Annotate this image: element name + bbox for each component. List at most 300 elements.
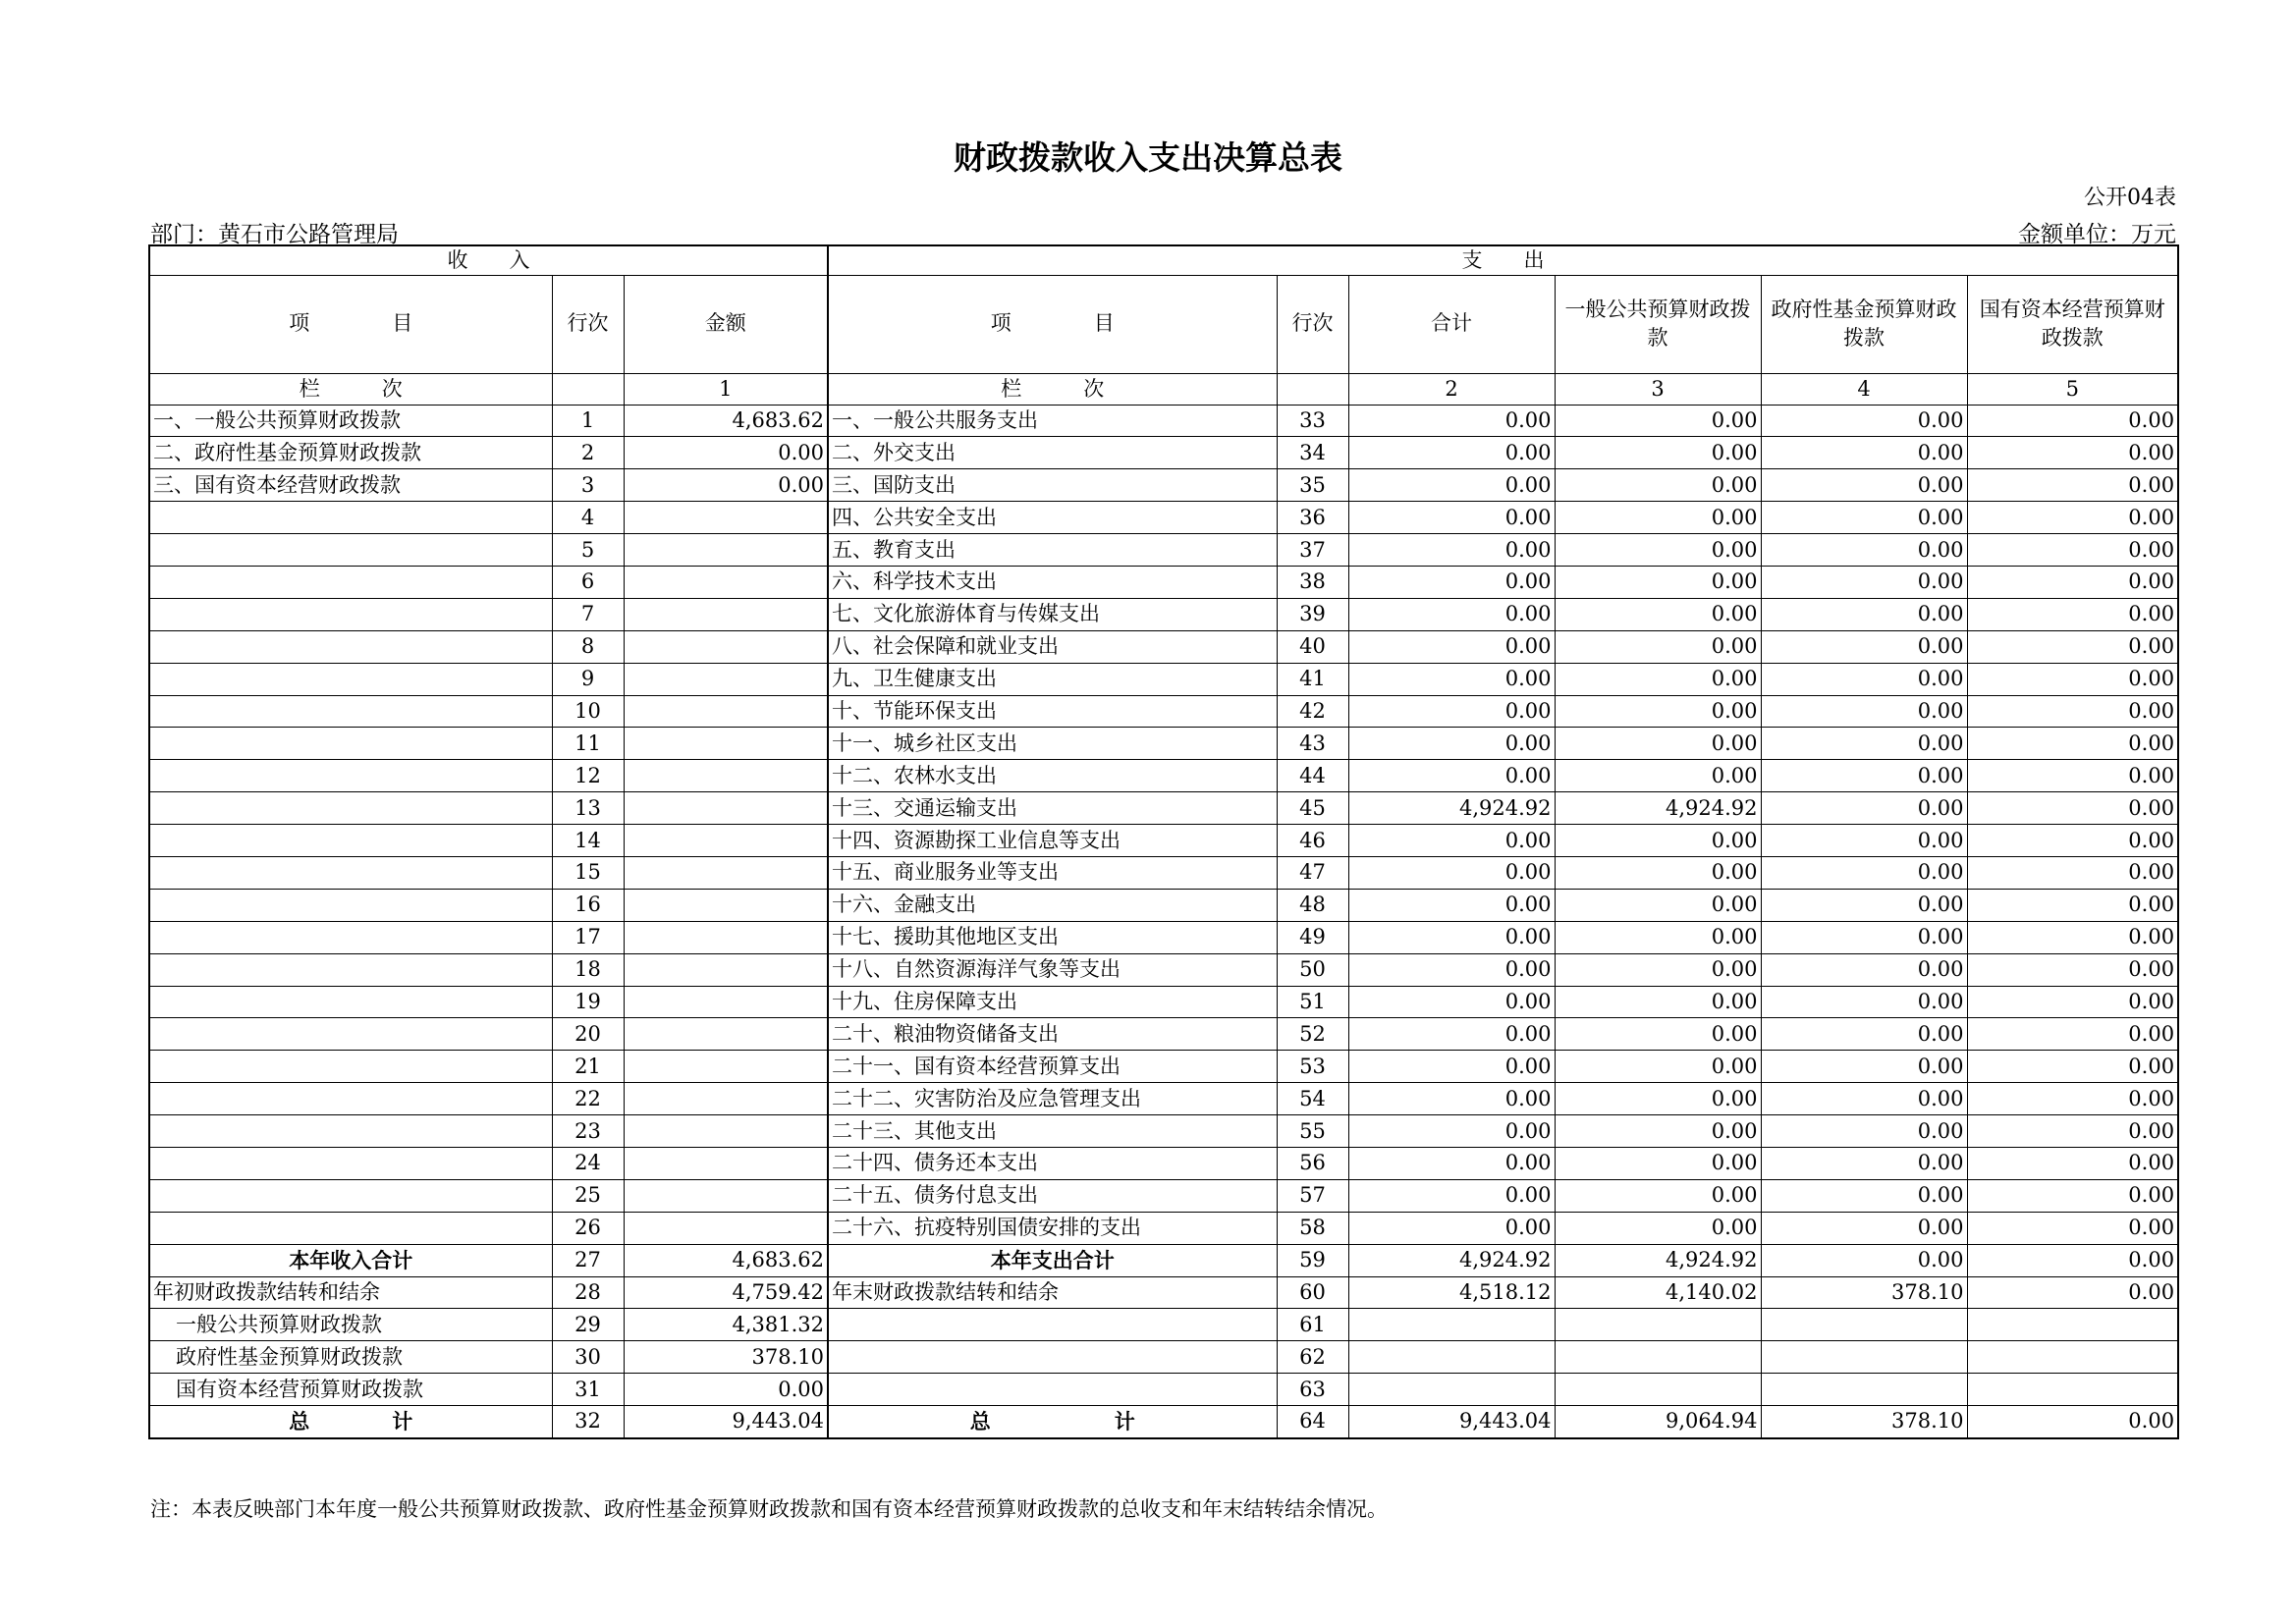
budget-table xyxy=(148,244,2179,1439)
table-row xyxy=(149,986,2178,1018)
gen-budget-cell: 0.00 xyxy=(1555,598,1761,630)
expense-item-cell: 二十五、债务付息支出 xyxy=(828,1179,1277,1212)
income-line-cell: 26 xyxy=(552,1212,624,1244)
income-item-cell xyxy=(149,1018,552,1051)
state-capital-cell: 0.00 xyxy=(1967,630,2178,663)
total-cell xyxy=(1348,1341,1555,1374)
total-cell: 0.00 xyxy=(1348,728,1555,760)
expense-line-cell: 41 xyxy=(1277,663,1348,695)
expense-line-cell: 33 xyxy=(1277,405,1348,437)
total-cell: 4,924.92 xyxy=(1348,1244,1555,1276)
state-capital-cell: 0.00 xyxy=(1967,502,2178,534)
income-amount-cell xyxy=(624,1018,828,1051)
expense-line-cell: 59 xyxy=(1277,1244,1348,1276)
expense-line-cell: 50 xyxy=(1277,953,1348,986)
expense-item-cell: 十三、交通运输支出 xyxy=(828,792,1277,825)
col-num-5: 5 xyxy=(1967,373,2178,405)
total-cell xyxy=(1348,1309,1555,1341)
table-row xyxy=(149,437,2178,469)
income-item-cell: 政府性基金预算财政拨款 xyxy=(149,1341,552,1374)
income-line-cell: 16 xyxy=(552,889,624,921)
income-section-header: 收 入 xyxy=(149,245,828,275)
expense-line-cell: 36 xyxy=(1277,502,1348,534)
table-row xyxy=(149,760,2178,792)
table-row xyxy=(149,598,2178,630)
income-item-cell xyxy=(149,1051,552,1083)
gov-fund-cell: 0.00 xyxy=(1761,695,1967,728)
state-capital-cell: 0.00 xyxy=(1967,856,2178,889)
income-amount-cell xyxy=(624,921,828,953)
income-line-cell: 17 xyxy=(552,921,624,953)
income-amount-cell: 4,683.62 xyxy=(624,405,828,437)
table-row xyxy=(149,1083,2178,1115)
income-item-cell xyxy=(149,825,552,857)
unit-label: 金额单位：万元 xyxy=(2018,222,2176,247)
state-capital-cell: 0.00 xyxy=(1967,405,2178,437)
gov-fund-cell: 0.00 xyxy=(1761,728,1967,760)
state-capital-cell: 0.00 xyxy=(1967,760,2178,792)
total-cell: 0.00 xyxy=(1348,630,1555,663)
income-amount-cell xyxy=(624,1147,828,1179)
expense-line-cell: 56 xyxy=(1277,1147,1348,1179)
expense-item-cell: 二十、粮油物资储备支出 xyxy=(828,1018,1277,1051)
state-capital-cell: 0.00 xyxy=(1967,1212,2178,1244)
footnote: 注：本表反映部门本年度一般公共预算财政拨款、政府性基金预算财政拨款和国有资本经营预算财政拨款的总收支和年末结转结余情况。 xyxy=(150,1497,1388,1521)
state-capital-cell xyxy=(1967,1374,2178,1406)
gov-fund-cell: 0.00 xyxy=(1761,1212,1967,1244)
income-amount-cell xyxy=(624,534,828,567)
department-label: 部门：黄石市公路管理局 xyxy=(150,222,399,247)
gov-fund-cell: 0.00 xyxy=(1761,856,1967,889)
gen-budget-cell: 0.00 xyxy=(1555,437,1761,469)
income-item-cell xyxy=(149,889,552,921)
income-amount-cell: 378.10 xyxy=(624,1341,828,1374)
gov-fund-cell: 0.00 xyxy=(1761,889,1967,921)
column-index-row xyxy=(149,373,2178,405)
state-capital-cell: 0.00 xyxy=(1967,889,2178,921)
state-capital-cell: 0.00 xyxy=(1967,598,2178,630)
state-capital-cell: 0.00 xyxy=(1967,1147,2178,1179)
expense-line-cell: 44 xyxy=(1277,760,1348,792)
income-item-cell xyxy=(149,986,552,1018)
total-cell: 0.00 xyxy=(1348,856,1555,889)
expense-item-cell: 十一、城乡社区支出 xyxy=(828,728,1277,760)
gen-budget-cell: 0.00 xyxy=(1555,1212,1761,1244)
state-capital-cell: 0.00 xyxy=(1967,1083,2178,1115)
income-item-cell xyxy=(149,1212,552,1244)
expense-item-cell: 五、教育支出 xyxy=(828,534,1277,567)
income-line-cell: 22 xyxy=(552,1083,624,1115)
section-header-row xyxy=(149,245,2178,275)
gov-fund-cell: 0.00 xyxy=(1761,437,1967,469)
table-row xyxy=(149,534,2178,567)
income-amount-cell xyxy=(624,1083,828,1115)
income-item-cell: 三、国有资本经营财政拨款 xyxy=(149,469,552,502)
total-cell: 0.00 xyxy=(1348,1179,1555,1212)
income-amount-cell xyxy=(624,728,828,760)
col-num-3: 3 xyxy=(1555,373,1761,405)
table-row xyxy=(149,953,2178,986)
total-cell: 0.00 xyxy=(1348,695,1555,728)
expense-item-cell: 四、公共安全支出 xyxy=(828,502,1277,534)
income-col-index-label: 栏 次 xyxy=(149,373,552,405)
gen-budget-cell: 0.00 xyxy=(1555,1179,1761,1212)
state-capital-cell: 0.00 xyxy=(1967,469,2178,502)
gov-fund-cell: 0.00 xyxy=(1761,598,1967,630)
total-cell: 0.00 xyxy=(1348,921,1555,953)
income-line-cell: 7 xyxy=(552,598,624,630)
expense-item-header: 项 目 xyxy=(828,275,1277,373)
gen-budget-cell: 0.00 xyxy=(1555,695,1761,728)
income-item-cell xyxy=(149,598,552,630)
income-item-cell: 二、政府性基金预算财政拨款 xyxy=(149,437,552,469)
income-item-cell xyxy=(149,1179,552,1212)
income-item-cell xyxy=(149,953,552,986)
gen-budget-cell: 0.00 xyxy=(1555,760,1761,792)
total-cell: 0.00 xyxy=(1348,1115,1555,1148)
income-amount-cell xyxy=(624,630,828,663)
gen-budget-cell: 0.00 xyxy=(1555,663,1761,695)
table-row xyxy=(149,1051,2178,1083)
expense-item-cell xyxy=(828,1341,1277,1374)
table-row xyxy=(149,856,2178,889)
gov-fund-cell: 0.00 xyxy=(1761,1115,1967,1148)
expense-line-cell: 43 xyxy=(1277,728,1348,760)
state-capital-header: 国有资本经营预算财政拨款 xyxy=(1967,275,2178,373)
gen-budget-cell: 0.00 xyxy=(1555,630,1761,663)
col-num-4: 4 xyxy=(1761,373,1967,405)
total-cell: 0.00 xyxy=(1348,953,1555,986)
income-line-cell: 4 xyxy=(552,502,624,534)
income-amount-cell: 0.00 xyxy=(624,469,828,502)
total-cell: 0.00 xyxy=(1348,663,1555,695)
gen-budget-cell: 4,924.92 xyxy=(1555,792,1761,825)
expense-item-cell: 二十六、抗疫特别国债安排的支出 xyxy=(828,1212,1277,1244)
total-cell: 0.00 xyxy=(1348,760,1555,792)
expense-line-cell: 64 xyxy=(1277,1406,1348,1438)
state-capital-cell xyxy=(1967,1309,2178,1341)
income-amount-cell: 4,683.62 xyxy=(624,1244,828,1276)
income-line-cell: 29 xyxy=(552,1309,624,1341)
expense-item-cell: 一、一般公共服务支出 xyxy=(828,405,1277,437)
expense-item-cell: 六、科学技术支出 xyxy=(828,566,1277,598)
income-item-header: 项 目 xyxy=(149,275,552,373)
expense-item-cell: 十五、商业服务业等支出 xyxy=(828,856,1277,889)
expense-item-cell: 二十一、国有资本经营预算支出 xyxy=(828,1051,1277,1083)
gen-budget-cell: 0.00 xyxy=(1555,728,1761,760)
expense-item-cell: 总 计 xyxy=(828,1406,1277,1438)
gen-budget-cell: 0.00 xyxy=(1555,1051,1761,1083)
total-cell: 0.00 xyxy=(1348,1212,1555,1244)
gov-fund-cell: 0.00 xyxy=(1761,502,1967,534)
table-row xyxy=(149,1115,2178,1148)
expense-item-cell: 十六、金融支出 xyxy=(828,889,1277,921)
total-cell: 0.00 xyxy=(1348,1147,1555,1179)
gov-fund-cell: 0.00 xyxy=(1761,1244,1967,1276)
state-capital-cell: 0.00 xyxy=(1967,986,2178,1018)
expense-line-cell: 53 xyxy=(1277,1051,1348,1083)
income-line-cell: 18 xyxy=(552,953,624,986)
income-amount-cell: 4,381.32 xyxy=(624,1309,828,1341)
expense-line-cell: 58 xyxy=(1277,1212,1348,1244)
table-row xyxy=(149,630,2178,663)
income-item-cell xyxy=(149,695,552,728)
total-cell: 0.00 xyxy=(1348,1083,1555,1115)
income-line-cell: 6 xyxy=(552,566,624,598)
expense-item-cell: 二十四、债务还本支出 xyxy=(828,1147,1277,1179)
gov-fund-cell: 0.00 xyxy=(1761,1147,1967,1179)
expense-line-cell: 60 xyxy=(1277,1276,1348,1309)
gov-fund-cell: 0.00 xyxy=(1761,405,1967,437)
gen-budget-cell: 0.00 xyxy=(1555,1018,1761,1051)
expense-line-cell: 51 xyxy=(1277,986,1348,1018)
income-line-cell: 19 xyxy=(552,986,624,1018)
income-item-cell xyxy=(149,760,552,792)
table-row xyxy=(149,405,2178,437)
gov-fund-cell: 0.00 xyxy=(1761,1051,1967,1083)
income-item-cell: 一般公共预算财政拨款 xyxy=(149,1309,552,1341)
gov-fund-cell: 0.00 xyxy=(1761,1179,1967,1212)
income-amount-cell xyxy=(624,856,828,889)
total-cell: 4,518.12 xyxy=(1348,1276,1555,1309)
carryover-row xyxy=(149,1276,2178,1309)
income-line-cell: 2 xyxy=(552,437,624,469)
expense-item-cell: 十九、住房保障支出 xyxy=(828,986,1277,1018)
expense-line-cell: 49 xyxy=(1277,921,1348,953)
col-num-2: 2 xyxy=(1348,373,1555,405)
income-amount-cell xyxy=(624,953,828,986)
income-line-cell: 27 xyxy=(552,1244,624,1276)
expense-item-cell: 三、国防支出 xyxy=(828,469,1277,502)
income-line-cell: 11 xyxy=(552,728,624,760)
expense-line-cell: 47 xyxy=(1277,856,1348,889)
expense-line-cell: 52 xyxy=(1277,1018,1348,1051)
income-item-cell: 年初财政拨款结转和结余 xyxy=(149,1276,552,1309)
total-header: 合计 xyxy=(1348,275,1555,373)
income-item-cell: 国有资本经营预算财政拨款 xyxy=(149,1374,552,1406)
gov-fund-cell: 0.00 xyxy=(1761,534,1967,567)
income-amount-cell xyxy=(624,1212,828,1244)
income-item-cell xyxy=(149,921,552,953)
income-amount-cell: 0.00 xyxy=(624,437,828,469)
income-amount-cell xyxy=(624,825,828,857)
gen-budget-cell: 0.00 xyxy=(1555,921,1761,953)
state-capital-cell: 0.00 xyxy=(1967,1051,2178,1083)
income-line-cell: 14 xyxy=(552,825,624,857)
table-row xyxy=(149,1018,2178,1051)
gov-fund-cell: 0.00 xyxy=(1761,953,1967,986)
income-amount-cell xyxy=(624,663,828,695)
state-capital-cell: 0.00 xyxy=(1967,792,2178,825)
table-code: 公开04表 xyxy=(2084,186,2176,210)
income-item-cell: 本年收入合计 xyxy=(149,1244,552,1276)
expense-item-cell: 二、外交支出 xyxy=(828,437,1277,469)
expense-item-cell xyxy=(828,1374,1277,1406)
income-amount-cell: 9,443.04 xyxy=(624,1406,828,1438)
gen-budget-cell: 4,140.02 xyxy=(1555,1276,1761,1309)
income-amount-cell xyxy=(624,502,828,534)
table-row xyxy=(149,1179,2178,1212)
total-cell: 0.00 xyxy=(1348,405,1555,437)
income-amount-cell xyxy=(624,1115,828,1148)
total-cell: 0.00 xyxy=(1348,534,1555,567)
state-capital-cell: 0.00 xyxy=(1967,1406,2178,1438)
total-cell xyxy=(1348,1374,1555,1406)
column-header-row xyxy=(149,275,2178,373)
expense-item-cell: 二十二、灾害防治及应急管理支出 xyxy=(828,1083,1277,1115)
expense-section-header: 支 出 xyxy=(828,245,2178,275)
income-amount-cell xyxy=(624,792,828,825)
gov-fund-cell xyxy=(1761,1374,1967,1406)
income-amount-cell xyxy=(624,1179,828,1212)
page-title: 财政拨款收入支出决算总表 xyxy=(954,138,1342,177)
gen-budget-cell xyxy=(1555,1374,1761,1406)
income-amount-cell xyxy=(624,1051,828,1083)
income-line-cell: 20 xyxy=(552,1018,624,1051)
gov-fund-cell: 0.00 xyxy=(1761,1083,1967,1115)
gen-budget-cell: 0.00 xyxy=(1555,502,1761,534)
gen-budget-header: 一般公共预算财政拨款 xyxy=(1555,275,1761,373)
expense-line-header: 行次 xyxy=(1277,275,1348,373)
gen-budget-cell: 0.00 xyxy=(1555,953,1761,986)
gen-budget-cell: 0.00 xyxy=(1555,1147,1761,1179)
gen-budget-cell: 0.00 xyxy=(1555,1115,1761,1148)
income-line-cell: 10 xyxy=(552,695,624,728)
gov-fund-cell: 0.00 xyxy=(1761,663,1967,695)
income-amount-cell xyxy=(624,889,828,921)
total-cell: 0.00 xyxy=(1348,469,1555,502)
state-capital-cell: 0.00 xyxy=(1967,1115,2178,1148)
table-row xyxy=(149,663,2178,695)
gen-budget-cell: 4,924.92 xyxy=(1555,1244,1761,1276)
gov-fund-cell xyxy=(1761,1309,1967,1341)
gov-fund-cell: 0.00 xyxy=(1761,1018,1967,1051)
expense-line-cell: 48 xyxy=(1277,889,1348,921)
state-capital-cell: 0.00 xyxy=(1967,1276,2178,1309)
gen-budget-cell: 0.00 xyxy=(1555,1083,1761,1115)
expense-item-cell: 本年支出合计 xyxy=(828,1244,1277,1276)
expense-line-cell: 38 xyxy=(1277,566,1348,598)
income-line-cell: 13 xyxy=(552,792,624,825)
total-cell: 0.00 xyxy=(1348,986,1555,1018)
income-item-cell: 一、一般公共预算财政拨款 xyxy=(149,405,552,437)
col-num-1: 1 xyxy=(624,373,828,405)
expense-item-cell: 十二、农林水支出 xyxy=(828,760,1277,792)
gen-budget-cell: 0.00 xyxy=(1555,566,1761,598)
income-amount-cell: 0.00 xyxy=(624,1374,828,1406)
gen-budget-cell: 0.00 xyxy=(1555,825,1761,857)
expense-item-cell: 二十三、其他支出 xyxy=(828,1115,1277,1148)
carryover-detail-row xyxy=(149,1341,2178,1374)
income-line-cell: 8 xyxy=(552,630,624,663)
expense-line-cell: 45 xyxy=(1277,792,1348,825)
expense-line-cell: 37 xyxy=(1277,534,1348,567)
total-cell: 0.00 xyxy=(1348,437,1555,469)
expense-line-cell: 57 xyxy=(1277,1179,1348,1212)
expense-item-cell: 十七、援助其他地区支出 xyxy=(828,921,1277,953)
total-cell: 0.00 xyxy=(1348,566,1555,598)
state-capital-cell: 0.00 xyxy=(1967,437,2178,469)
income-item-cell xyxy=(149,1115,552,1148)
gov-fund-cell: 378.10 xyxy=(1761,1406,1967,1438)
income-item-cell xyxy=(149,566,552,598)
income-item-cell xyxy=(149,1147,552,1179)
table-row xyxy=(149,566,2178,598)
state-capital-cell xyxy=(1967,1341,2178,1374)
income-item-cell xyxy=(149,502,552,534)
subtotal-row xyxy=(149,1244,2178,1276)
expense-col-index-label: 栏 次 xyxy=(828,373,1277,405)
total-cell: 0.00 xyxy=(1348,889,1555,921)
gov-fund-cell: 0.00 xyxy=(1761,986,1967,1018)
total-cell: 0.00 xyxy=(1348,825,1555,857)
income-amount-cell xyxy=(624,760,828,792)
gov-fund-header: 政府性基金预算财政拨款 xyxy=(1761,275,1967,373)
expense-item-cell: 八、社会保障和就业支出 xyxy=(828,630,1277,663)
expense-item-cell: 十四、资源勘探工业信息等支出 xyxy=(828,825,1277,857)
grand-total-row xyxy=(149,1406,2178,1438)
table-row xyxy=(149,469,2178,502)
expense-item-cell: 十八、自然资源海洋气象等支出 xyxy=(828,953,1277,986)
expense-line-cell: 63 xyxy=(1277,1374,1348,1406)
income-line-cell: 32 xyxy=(552,1406,624,1438)
expense-line-cell: 42 xyxy=(1277,695,1348,728)
gov-fund-cell: 0.00 xyxy=(1761,760,1967,792)
income-amount-cell: 4,759.42 xyxy=(624,1276,828,1309)
income-line-cell: 30 xyxy=(552,1341,624,1374)
state-capital-cell: 0.00 xyxy=(1967,695,2178,728)
income-item-cell xyxy=(149,728,552,760)
gen-budget-cell: 0.00 xyxy=(1555,405,1761,437)
total-cell: 9,443.04 xyxy=(1348,1406,1555,1438)
table-row xyxy=(149,502,2178,534)
total-cell: 0.00 xyxy=(1348,1051,1555,1083)
income-item-cell xyxy=(149,1083,552,1115)
table-row xyxy=(149,1147,2178,1179)
income-item-cell: 总 计 xyxy=(149,1406,552,1438)
gen-budget-cell xyxy=(1555,1309,1761,1341)
income-line-cell: 5 xyxy=(552,534,624,567)
state-capital-cell: 0.00 xyxy=(1967,825,2178,857)
table-row xyxy=(149,921,2178,953)
expense-line-cell: 61 xyxy=(1277,1309,1348,1341)
table-row xyxy=(149,792,2178,825)
income-amount-cell xyxy=(624,695,828,728)
expense-line-cell: 40 xyxy=(1277,630,1348,663)
expense-line-cell: 35 xyxy=(1277,469,1348,502)
carryover-detail-row xyxy=(149,1309,2178,1341)
income-line-cell: 23 xyxy=(552,1115,624,1148)
expense-line-cell: 34 xyxy=(1277,437,1348,469)
expense-line-cell: 39 xyxy=(1277,598,1348,630)
expense-item-cell: 七、文化旅游体育与传媒支出 xyxy=(828,598,1277,630)
gen-budget-cell: 0.00 xyxy=(1555,856,1761,889)
income-line-cell: 9 xyxy=(552,663,624,695)
state-capital-cell: 0.00 xyxy=(1967,663,2178,695)
gov-fund-cell xyxy=(1761,1341,1967,1374)
state-capital-cell: 0.00 xyxy=(1967,728,2178,760)
income-line-cell: 12 xyxy=(552,760,624,792)
state-capital-cell: 0.00 xyxy=(1967,1018,2178,1051)
income-item-cell xyxy=(149,792,552,825)
table-row xyxy=(149,889,2178,921)
gov-fund-cell: 0.00 xyxy=(1761,825,1967,857)
total-cell: 4,924.92 xyxy=(1348,792,1555,825)
expense-line-cell: 62 xyxy=(1277,1341,1348,1374)
state-capital-cell: 0.00 xyxy=(1967,1244,2178,1276)
gen-budget-cell: 0.00 xyxy=(1555,889,1761,921)
income-amount-cell xyxy=(624,986,828,1018)
